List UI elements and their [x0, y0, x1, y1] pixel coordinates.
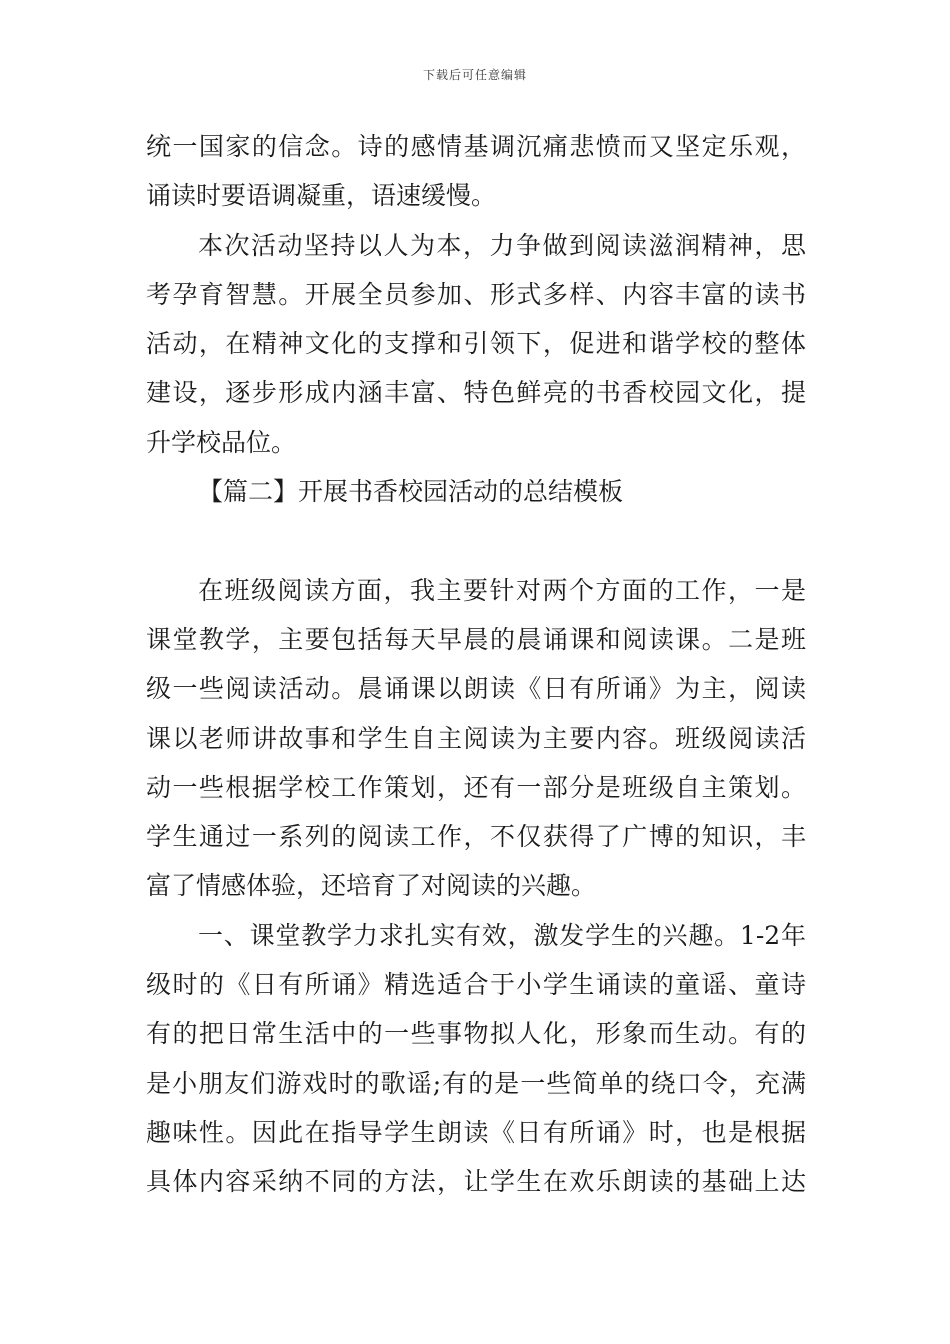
- text-line: 是小朋友们游戏时的歌谣;有的是一些简单的绕口令，充满: [146, 1068, 806, 1098]
- document-body: [146, 122, 806, 1207]
- text-line: 级一些阅读活动。晨诵课以朗读《日有所诵》为主，阅读: [146, 674, 806, 704]
- text-line: 在班级阅读方面，我主要针对两个方面的工作，一是: [198, 575, 806, 605]
- text-line: 具体内容采纳不同的方法，让学生在欢乐朗读的基础上达: [146, 1167, 806, 1197]
- text-line: 有的把日常生活中的一些事物拟人化，形象而生动。有的: [146, 1019, 806, 1049]
- text-line: 统一国家的信念。诗的感情基调沉痛悲愤而又坚定乐观，: [146, 132, 806, 161]
- text-line: 动一些根据学校工作策划，还有一部分是班级自主策划。: [146, 772, 806, 802]
- text-line: 学生通过一系列的阅读工作，不仅获得了广博的知识，丰: [146, 822, 806, 852]
- paragraph: [146, 122, 806, 221]
- text-line: 活动，在精神文化的支撑和引领下，促进和谐学校的整体: [146, 329, 806, 359]
- text-line: 课堂教学，主要包括每天早晨的晨诵课和阅读课。二是班: [146, 624, 806, 654]
- paragraph: [146, 221, 806, 467]
- paragraph: [146, 911, 806, 1207]
- text-line: 建设，逐步形成内涵丰富、特色鲜亮的书香校园文化，提: [146, 378, 806, 408]
- text-line: 级时的《日有所诵》精选适合于小学生诵读的童谣、童诗: [146, 970, 806, 1000]
- text-line: 诵读时要语调凝重，语速缓慢。: [146, 181, 497, 211]
- section-heading: 【篇二】开展书香校园活动的总结模板: [198, 477, 624, 507]
- text-line: 富了情感体验，还培育了对阅读的兴趣。: [146, 871, 597, 901]
- text-line: 升学校品位。: [146, 427, 297, 457]
- paragraph: [146, 566, 806, 911]
- text-line: 本次活动坚持以人为本，力争做到阅读滋润精神，思: [198, 230, 806, 260]
- text-line: 考孕育智慧。开展全员参加、形式多样、内容丰富的读书: [146, 279, 806, 309]
- blank-line: [146, 516, 806, 565]
- text-line: 趣味性。因此在指导学生朗读《日有所诵》时，也是根据: [146, 1117, 806, 1147]
- text-line: 课以老师讲故事和学生自主阅读为主要内容。班级阅读活: [146, 723, 806, 753]
- text-line: 一、课堂教学力求扎实有效，激发学生的兴趣。1-2年: [198, 920, 806, 950]
- page-header: 下载后可任意编辑: [422, 68, 527, 82]
